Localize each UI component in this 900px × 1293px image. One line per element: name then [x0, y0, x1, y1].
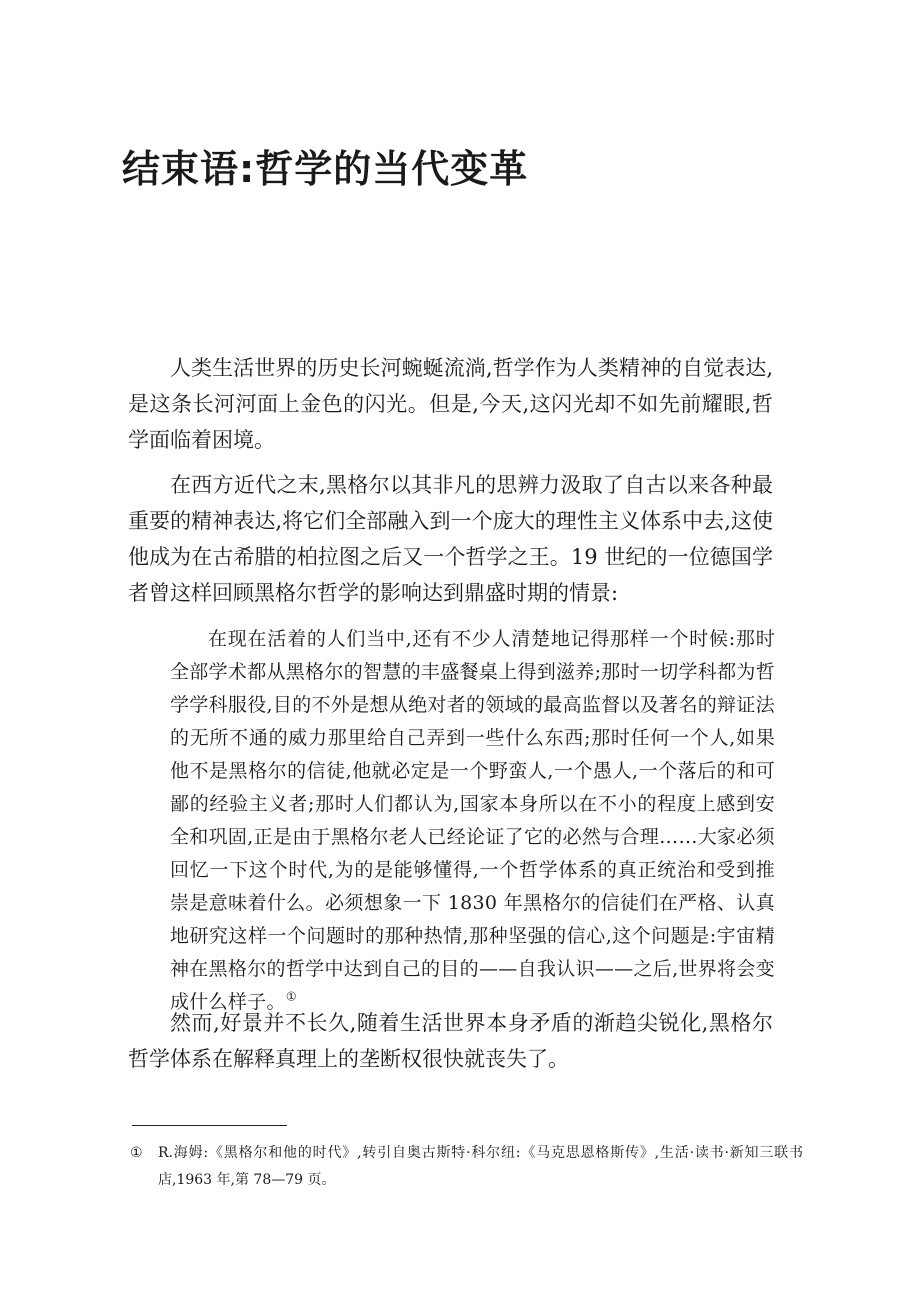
- block-quote-text: 在现在活着的人们当中,还有不少人清楚地记得那样一个时候:那时全部学术都从黑格尔的智慧的丰盛餐桌上得到滋养;那时一切学科都为哲学学科服役,目的不外是想从绝对者的领域的最高监督以及著名的辩证法的无所不通的威力那里给自己弄到一些什么东西;那时任何一个人,如果他不是黑格尔的信徒,他就必定是一个野蛮人,一个愚人,一个落后的和可鄙的经验主义者;那时人们都认为,国家本身所以在不小的程度上感到安全和巩固,正是由于黑格尔老人已经论证了它的必然与合理……大家必须回忆一下这个时代,为的是能够懂得,一个哲学体系的真正统治和受到推崇是意味着什么。必须想象一下 1830 年黑格尔的信徒们在严格、认真地研究这样一个问题时的那种热情,那种坚强的信心,这个问题是:宇宙精神在黑格尔的哲学中达到自己的目的——自我认识——之后,世界将会变成什么样子。: [170, 628, 776, 1013]
- footnote: [130, 1140, 803, 1194]
- body-paragraph-1: 人类生活世界的历史长河蜿蜒流淌,哲学作为人类精神的自觉表达,是这条长河河面上金色的闪光。但是,今天,这闪光却不如先前耀眼,哲学面临着困境。: [128, 356, 773, 452]
- body-paragraph-2: 在西方近代之末,黑格尔以其非凡的思辨力汲取了自古以来各种最重要的精神表达,将它们全部融入到一个庞大的理性主义体系中去,这使他成为在古希腊的柏拉图之后又一个哲学之王。19 世纪的一位德国学者曾这样回顾黑格尔哲学的影响达到鼎盛时期的情景:: [128, 473, 773, 605]
- footnote-reference: ①: [285, 989, 297, 1004]
- block-quote: [170, 623, 775, 1019]
- footnote-divider: [132, 1125, 287, 1126]
- body-paragraph-3: 然而,好景并不长久,随着生活世界本身矛盾的渐趋尖锐化,黑格尔哲学体系在解释真理上的垄断权很快就丧失了。: [128, 1011, 773, 1071]
- chapter-title: 结束语:哲学的当代变革: [122, 147, 529, 191]
- footnote-mark: ①: [130, 1145, 143, 1161]
- footnote-text: R.海姆:《黑格尔和他的时代》,转引自奥古斯特·科尔纽:《马克思恩格斯传》,生活·读书·新知三联书店,1963 年,第 78—79 页。: [158, 1145, 803, 1188]
